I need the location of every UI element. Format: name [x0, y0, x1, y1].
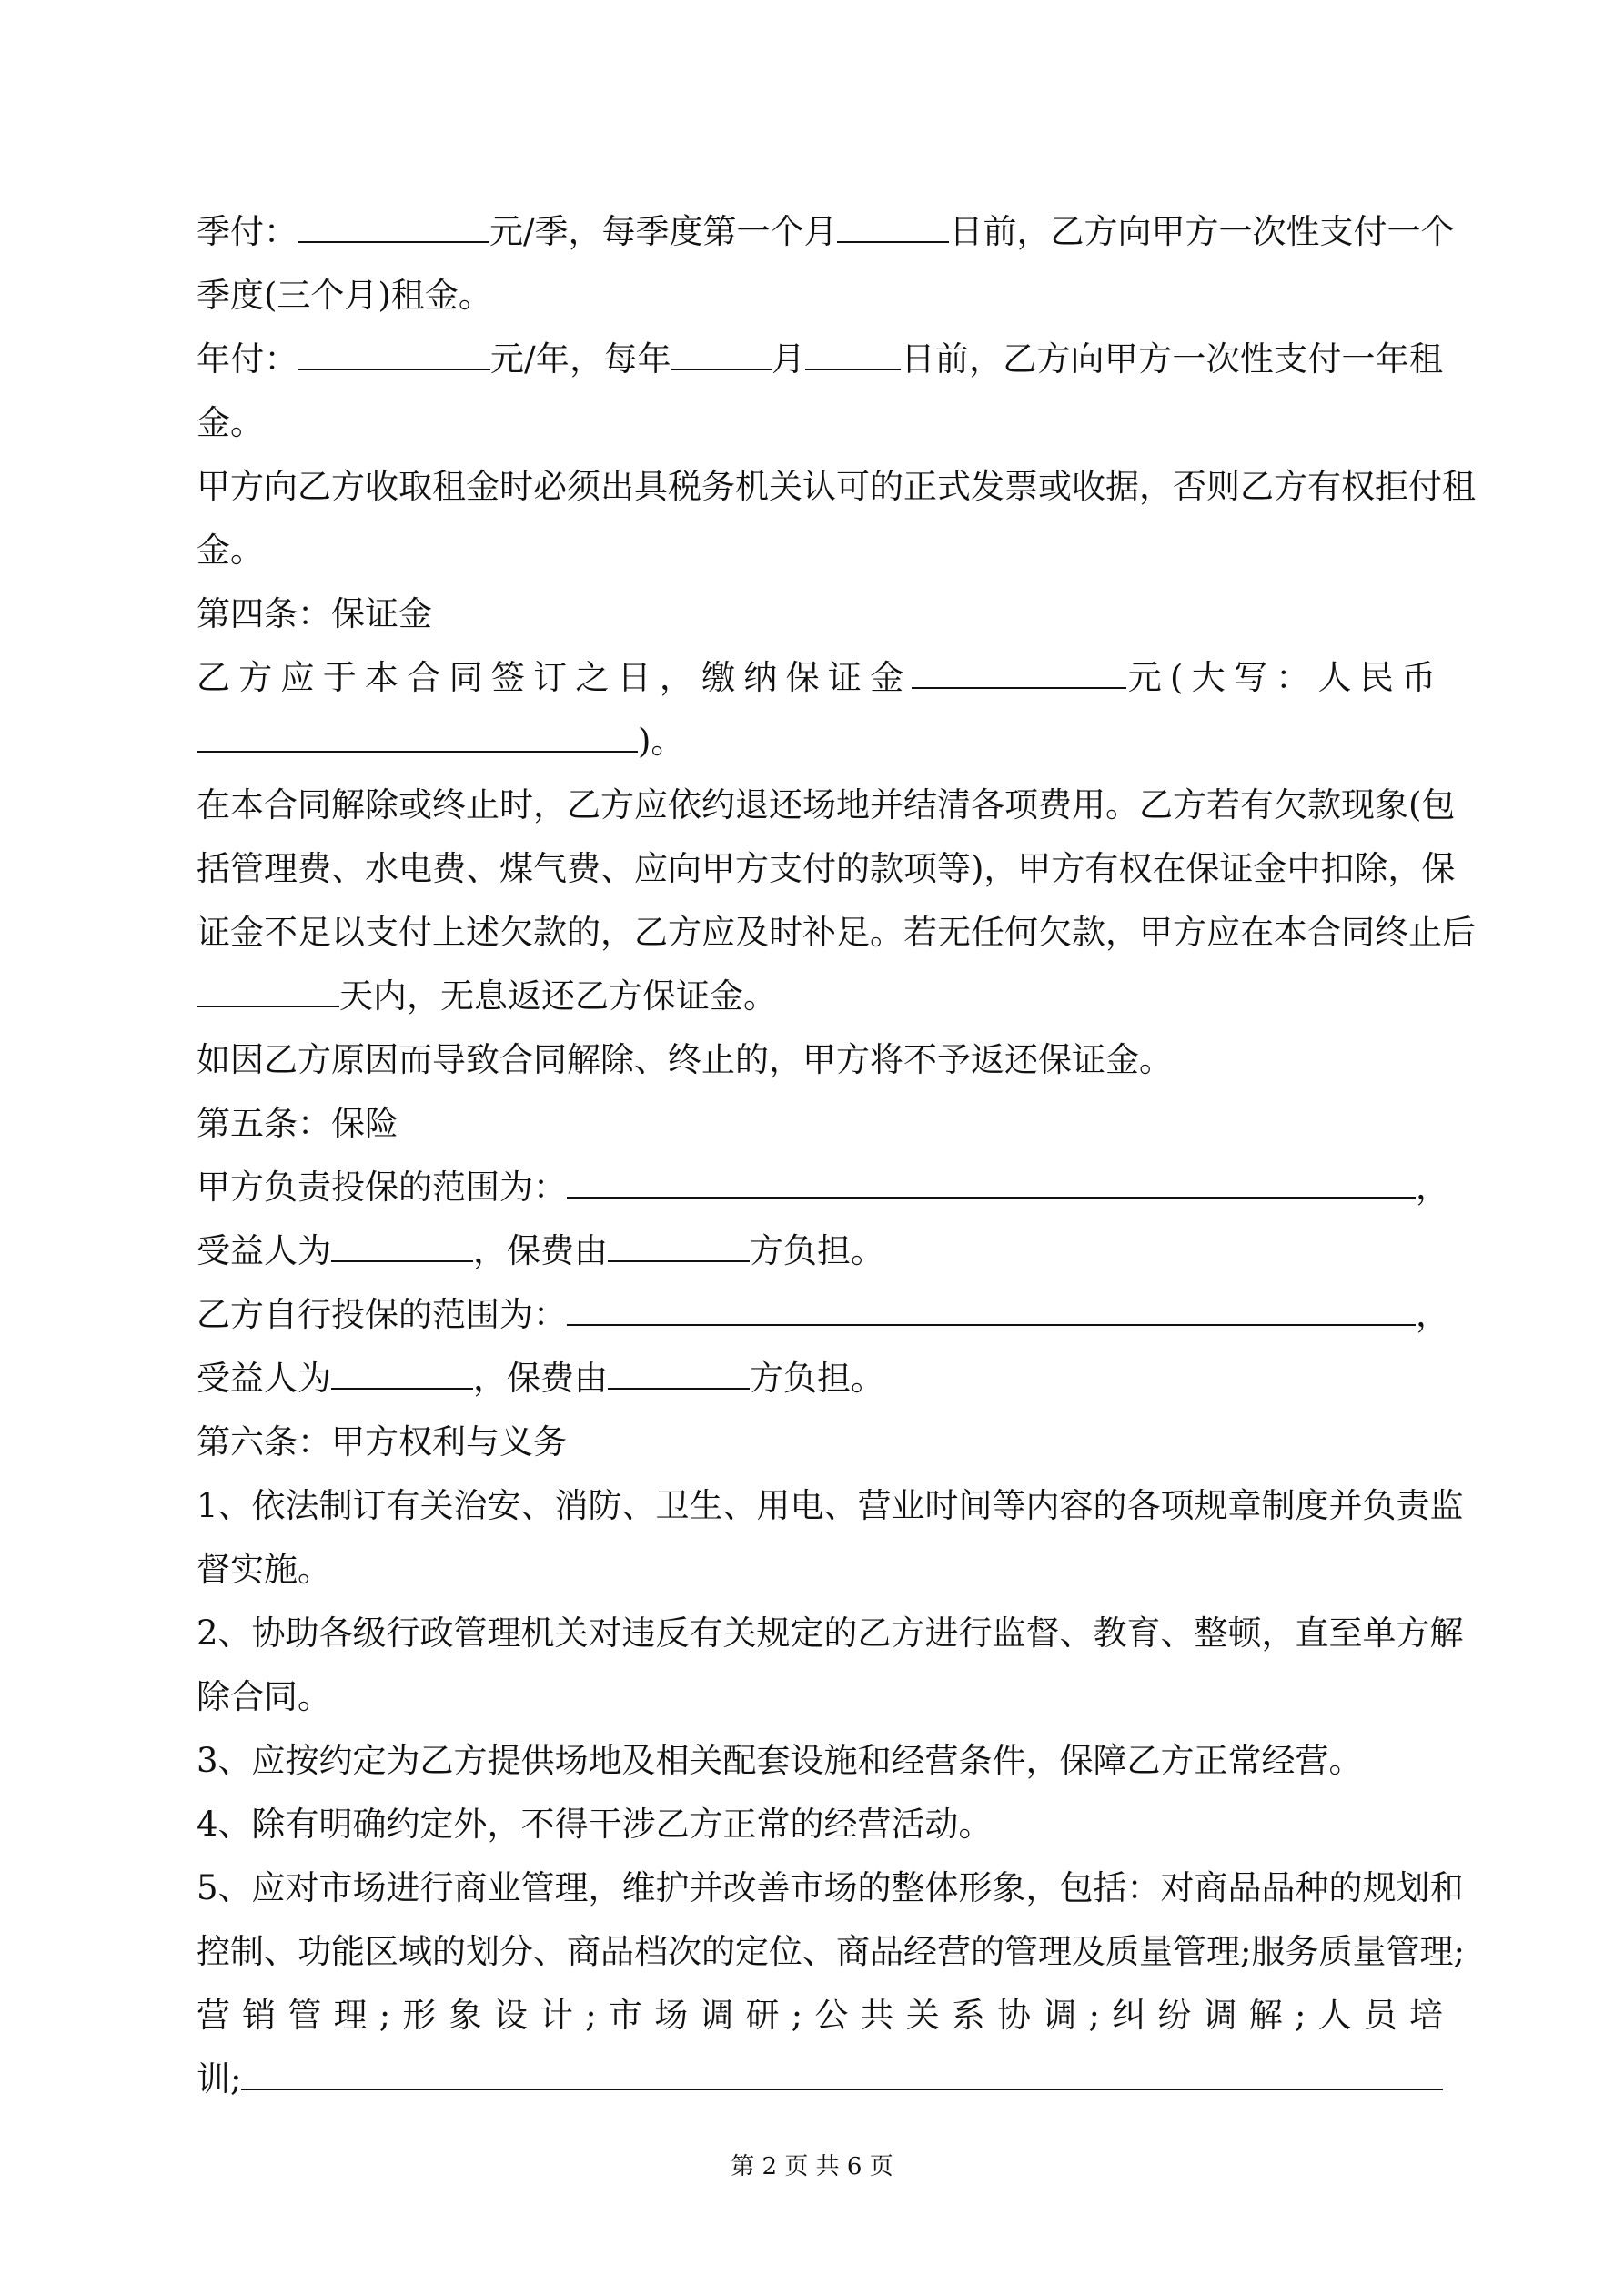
- paragraph-line: 营销管理;形象设计;市场调研;公共关系协调;纠纷调解;人员培: [197, 1996, 1443, 2035]
- paragraph-line: 督实施。: [197, 1550, 331, 1589]
- section-heading: 第四条：保证金: [197, 594, 432, 633]
- blank-field: [331, 1237, 473, 1262]
- paragraph-line: 训;: [197, 2048, 1443, 2111]
- section-heading: 第六条：甲方权利与义务: [197, 1422, 567, 1462]
- paragraph-line: 5、应对市场进行商业管理，维护并改善市场的整体形象，包括：对商品品种的规划和: [197, 1868, 1464, 1907]
- paragraph-line: )。: [197, 710, 1443, 774]
- section-heading: 第五条：保险: [197, 1104, 398, 1143]
- paragraph-line: 天内，无息返还乙方保证金。: [197, 965, 1443, 1028]
- paragraph-line: 乙方应于本合同签订之日，缴纳保证金 元(大写：人民币: [197, 658, 1444, 697]
- blank-field: [837, 217, 949, 243]
- paragraph-line: 在本合同解除或终止时，乙方应依约退还场地并结清各项费用。乙方若有欠款现象(包: [197, 785, 1456, 824]
- paragraph-line: 如因乙方原因而导致合同解除、终止的，甲方将不予返还保证金。: [197, 1040, 1173, 1079]
- blank-field: [197, 982, 339, 1007]
- paragraph-line: 年付： 元/年，每年 月 日前，乙方向甲方一次性支付一年租: [197, 339, 1444, 379]
- paragraph-line: 3、应按约定为乙方提供场地及相关配套设施和经营条件，保障乙方正常经营。: [197, 1741, 1363, 1780]
- paragraph-line: 甲方负责投保的范围为： ，: [197, 1168, 1449, 1207]
- paragraph-line: 甲方向乙方收取租金时必须出具税务机关认可的正式发票或收据，否则乙方有权拒付租: [197, 467, 1476, 506]
- paragraph-line: 乙方自行投保的范围为： ，: [197, 1295, 1449, 1334]
- blank-field: [912, 663, 1126, 689]
- blank-field: [805, 345, 901, 370]
- paragraph-line: 除合同。: [197, 1677, 331, 1716]
- blank-field: [567, 1173, 1416, 1199]
- paragraph-line: 金。: [197, 403, 264, 442]
- paragraph-line: 季付： 元/季，每季度第一个月 日前，乙方向甲方一次性支付一个: [197, 212, 1455, 251]
- paragraph-line: 2、协助各级行政管理机关对违反有关规定的乙方进行监督、教育、整顿，直至单方解: [197, 1613, 1464, 1653]
- blank-field: [197, 727, 638, 753]
- blank-field: [331, 1364, 473, 1390]
- blank-field: [241, 2065, 1443, 2090]
- paragraph-line: 金。: [197, 531, 264, 570]
- blank-field: [608, 1364, 750, 1390]
- paragraph-line: 受益人为 ，保费由 方负担。: [197, 1359, 884, 1398]
- blank-field: [567, 1300, 1416, 1326]
- blank-field: [671, 345, 772, 370]
- paragraph-line: 控制、功能区域的划分、商品档次的定位、商品经营的管理及质量管理;服务质量管理;: [197, 1932, 1465, 1971]
- paragraph-line: 括管理费、水电费、煤气费、应向甲方支付的款项等)，甲方有权在保证金中扣除，保: [197, 849, 1456, 888]
- page-number: 第 2 页 共 6 页: [731, 2153, 893, 2180]
- blank-field: [298, 217, 489, 243]
- paragraph-line: 4、除有明确约定外，不得干涉乙方正常的经营活动。: [197, 1805, 993, 1844]
- blank-field: [298, 345, 490, 370]
- paragraph-line: 季度(三个月)租金。: [197, 276, 492, 315]
- paragraph-line: 证金不足以支付上述欠款的，乙方应及时补足。若无任何欠款，甲方应在本合同终止后: [197, 913, 1476, 952]
- document-body: [197, 200, 1476, 2111]
- paragraph-line: 1、依法制订有关治安、消防、卫生、用电、营业时间等内容的各项规章制度并负责监: [197, 1486, 1464, 1525]
- blank-field: [608, 1237, 750, 1262]
- paragraph-line: 受益人为 ，保费由 方负担。: [197, 1231, 884, 1270]
